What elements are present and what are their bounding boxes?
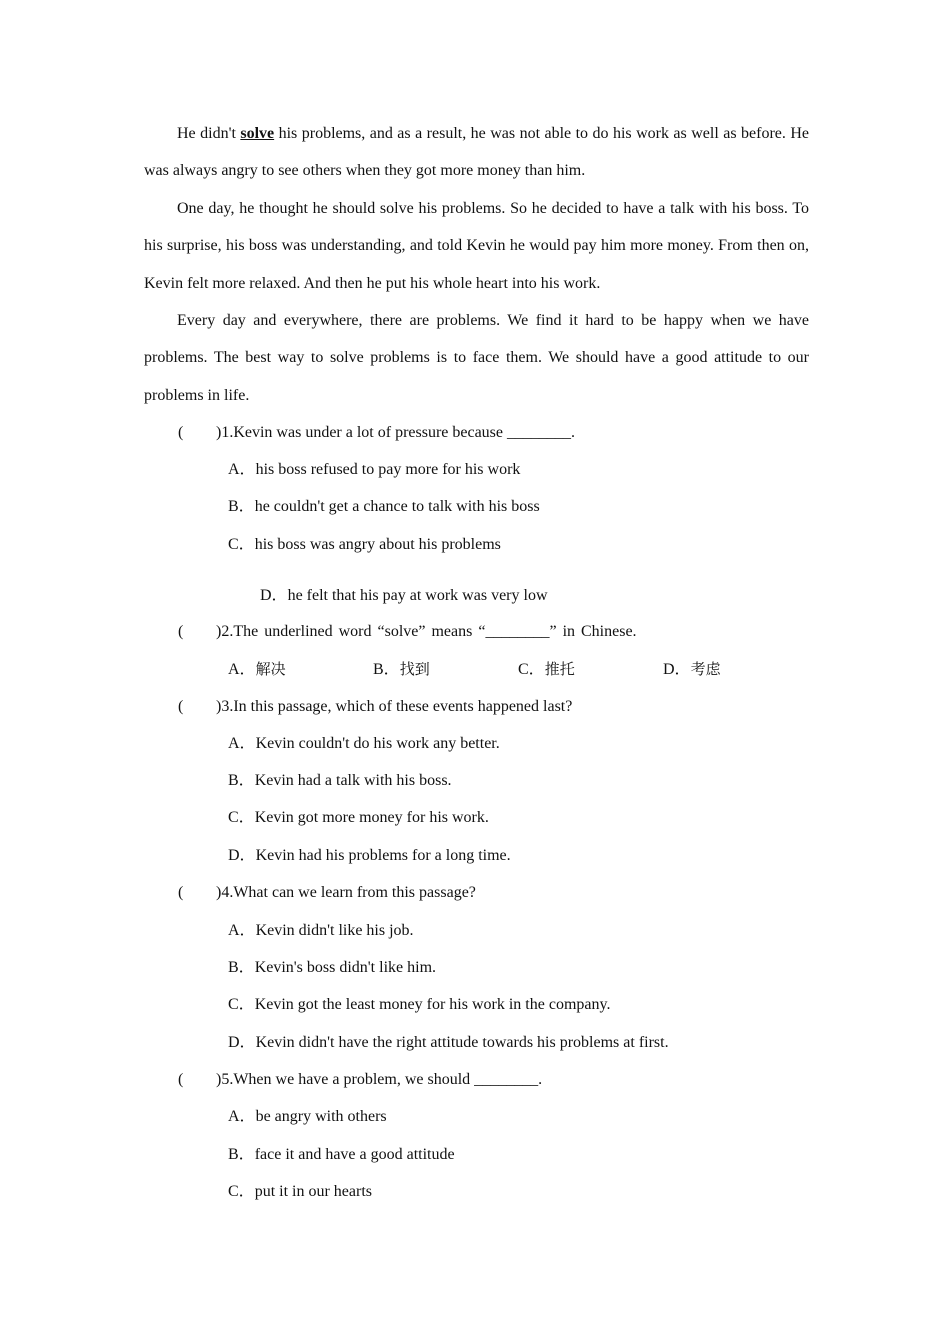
option-c <box>228 995 610 1015</box>
option-b <box>228 1145 455 1165</box>
question-stem: )5.When we have a problem, we should ________. <box>216 1071 543 1088</box>
option-letter: C． <box>228 996 255 1013</box>
option-a <box>228 659 286 680</box>
option-letter: B． <box>228 498 255 515</box>
option-letter: C． <box>228 809 255 826</box>
option-letter: C． <box>518 661 545 678</box>
option-letter: A． <box>228 735 256 752</box>
option-a <box>228 734 500 754</box>
passage-paragraph-1 <box>144 115 809 190</box>
option-c <box>228 1182 372 1202</box>
option-a <box>228 460 520 480</box>
answer-bracket[interactable]: ( <box>178 698 184 715</box>
answer-bracket[interactable]: ( <box>178 1071 184 1088</box>
option-text: 推托 <box>544 660 575 678</box>
answer-bracket[interactable]: ( <box>178 623 184 640</box>
option-text: Kevin couldn't do his work any better. <box>255 735 500 752</box>
paragraph-text: He didn't <box>177 125 241 142</box>
option-text: Kevin had a talk with his boss. <box>254 772 452 789</box>
option-text: he couldn't get a chance to talk with his boss <box>254 498 540 515</box>
option-letter: A． <box>228 922 256 939</box>
option-letter: C． <box>228 536 255 553</box>
option-c <box>518 659 575 680</box>
option-letter: A． <box>228 661 256 678</box>
option-letter: D． <box>228 847 256 864</box>
option-letter: D． <box>260 587 288 604</box>
option-letter: D． <box>228 1034 256 1051</box>
option-text: he felt that his pay at work was very low <box>287 587 548 604</box>
option-letter: A． <box>228 1108 256 1125</box>
question-stem: )4.What can we learn from this passage? <box>216 884 476 901</box>
underlined-keyword: solve <box>240 125 275 142</box>
answer-bracket[interactable]: ( <box>178 884 184 901</box>
option-letter: D． <box>663 661 691 678</box>
question-stem: )3.In this passage, which of these events happened last? <box>216 698 573 715</box>
option-letter: B． <box>228 1146 255 1163</box>
question-stem: )1.Kevin was under a lot of pressure because ________. <box>216 424 576 441</box>
option-b <box>228 771 452 791</box>
option-letter: C． <box>228 1183 255 1200</box>
option-text: Kevin got the least money for his work in the company. <box>254 996 611 1013</box>
option-a <box>228 921 414 941</box>
passage-paragraph-2: One day, he thought he should solve his problems. So he decided to have a talk with his boss. To his surprise, his boss was understanding, and told Kevin he would pay him more money. From then on, Kevin felt more relaxed. And then he put his whole heart into his work. <box>144 200 809 292</box>
option-c <box>228 808 489 828</box>
option-text: 找到 <box>399 660 430 678</box>
paragraph-text: his problems, and as a result, he was not able to do his work as well as before. He was always angry to see others when they got more money than him. <box>144 125 809 180</box>
option-d <box>228 1033 669 1053</box>
option-letter: A． <box>228 461 256 478</box>
option-text: Kevin got more money for his work. <box>254 809 489 826</box>
option-text: Kevin's boss didn't like him. <box>254 959 437 976</box>
option-text: put it in our hearts <box>254 1183 372 1200</box>
option-a <box>228 1107 387 1127</box>
option-text: Kevin didn't have the right attitude towards his problems at first. <box>255 1034 669 1051</box>
option-d <box>663 659 721 680</box>
answer-bracket[interactable]: ( <box>178 424 184 441</box>
option-d <box>260 586 548 606</box>
option-text: his boss refused to pay more for his work <box>255 461 521 478</box>
option-letter: B． <box>228 772 255 789</box>
option-letter: B． <box>228 959 255 976</box>
option-b <box>373 659 430 680</box>
option-b <box>228 958 436 978</box>
option-text: 考虑 <box>690 660 721 678</box>
option-text: his boss was angry about his problems <box>254 536 501 553</box>
option-text: Kevin had his problems for a long time. <box>255 847 511 864</box>
option-c <box>228 535 501 555</box>
option-letter: B． <box>373 661 400 678</box>
question-stem: )2.The underlined word “solve” means “________” in Chinese. <box>216 623 637 640</box>
option-text: be angry with others <box>255 1108 387 1125</box>
option-text: 解决 <box>255 660 286 678</box>
option-text: face it and have a good attitude <box>254 1146 455 1163</box>
option-d <box>228 846 511 866</box>
option-b <box>228 497 540 517</box>
option-text: Kevin didn't like his job. <box>255 922 414 939</box>
passage-paragraph-3: Every day and everywhere, there are problems. We find it hard to be happy when we have problems. The best way to solve problems is to face them. We should have a good attitude to our problems in life. <box>144 312 809 404</box>
